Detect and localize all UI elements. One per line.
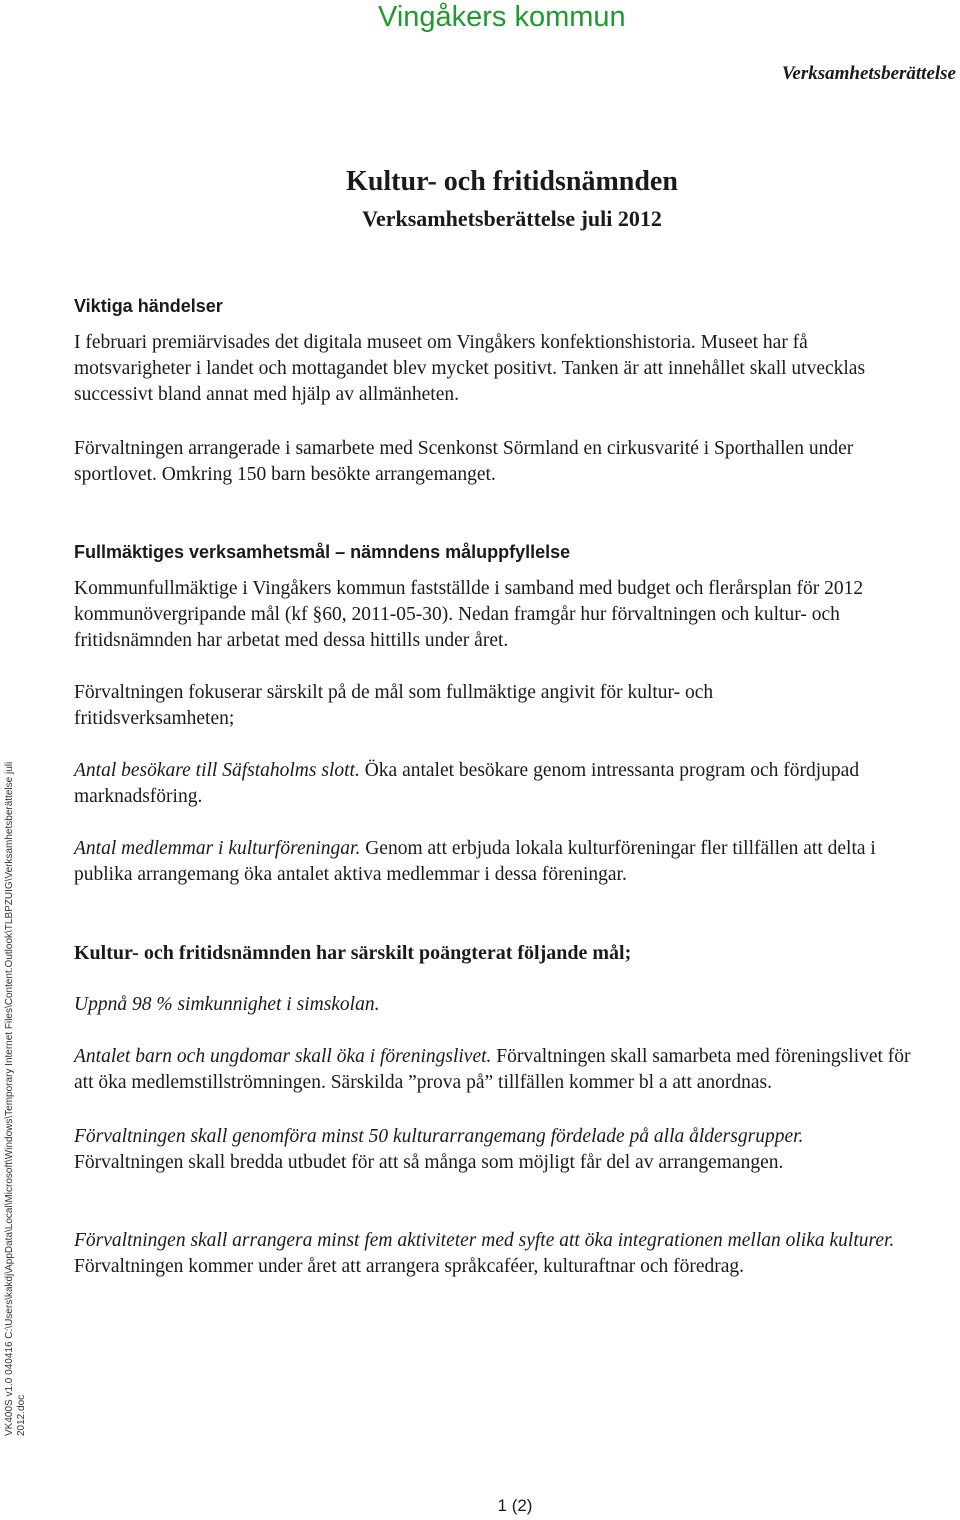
- goal-foreningsliv: [74, 1044, 934, 1096]
- goal-medlemmar-text: Genom att erbjuda lokala kulturföreningar fler tillfällen att delta i publika arrangemang öka antalet aktiva medlemmar i dessa föreningar.: [74, 838, 876, 885]
- goal-simkunnighet-title: Uppnå 98 % simkunnighet i simskolan.: [74, 994, 380, 1015]
- goal-kulturarrangemang-text: Förvaltningen skall bredda utbudet för att så många som möjligt får del av arrangemangen.: [74, 1152, 784, 1173]
- paragraph-fokus: Förvaltningen fokuserar särskilt på de mål som fullmäktige angivit för kultur- och fritidsverksamheten;: [74, 682, 714, 729]
- section-heading-fullmaktige: Fullmäktiges verksamhetsmål – nämndens måluppfyllelse: [74, 542, 571, 562]
- organization-name: Vingåkers kommun: [378, 1, 626, 33]
- section-heading-viktiga: Viktiga händelser: [74, 296, 223, 316]
- goal-integration: [74, 1228, 904, 1280]
- page-number: 1 (2): [497, 1496, 533, 1515]
- goal-medlemmar-title: Antal medlemmar i kulturföreningar.: [74, 838, 361, 859]
- goal-besokare-title: Antal besökare till Säfstaholms slott.: [74, 760, 360, 781]
- goal-foreningsliv-title: Antalet barn och ungdomar skall öka i föreningslivet.: [74, 1046, 492, 1067]
- goal-kulturarrangemang: [74, 1124, 894, 1176]
- goal-besokare-text: Öka antalet besökare genom intressanta program och fördjupad marknadsföring.: [74, 760, 860, 807]
- goal-integration-title: Förvaltningen skall arrangera minst fem aktiviteter med syfte att öka integrationen mellan olika kulturer.: [74, 1230, 895, 1251]
- goal-integration-text: Förvaltningen kommer under året att arrangera språkcaféer, kulturaftnar och föredrag.: [74, 1256, 745, 1277]
- paragraph-kommunfullmaktige: Kommunfullmäktige i Vingåkers kommun fastställde i samband med budget och flerårsplan för 2012 kommunövergripande mål (kf §60, 2011-05-30). Nedan framgår hur förvaltningen och kultur- och fritidsnämnden har arbetat med dessa hittills under året.: [74, 578, 864, 651]
- goal-besokare: [74, 758, 934, 810]
- goal-foreningsliv-text: Förvaltningen skall samarbeta med föreningslivet för att öka medlemstillströmningen. Särskilda ”prova på” tillfällen kommer bl a att anordnas.: [74, 1046, 911, 1093]
- goal-kulturarrangemang-title: Förvaltningen skall genomföra minst 50 kulturarrangemang fördelade på alla åldersgrupper.: [74, 1126, 804, 1147]
- paragraph-museum: I februari premiärvisades det digitala museet om Vingåkers konfektionshistoria. Museet har få motsvarigheter i landet och mottagandet blev mycket positivt. Tanken är att innehållet skall utvecklas successivt bland annat med hjälp av allmänheten.: [74, 332, 866, 405]
- document-path-footer: VK400S v1.0 040416 C:\Users\kakdj\AppData\Local\Microsoft\Windows\Temporary Internet Files\Content.Outlook\TLBPZUIG\Verksamhetsberättelse juli 2012.doc: [4, 761, 27, 1436]
- goal-medlemmar: [74, 836, 934, 888]
- goal-simkunnighet: [74, 992, 934, 1018]
- section-heading-namnd: Kultur- och fritidsnämnden har särskilt poängterat följande mål;: [74, 942, 632, 964]
- page-subtitle: Verksamhetsberättelse juli 2012: [362, 206, 662, 231]
- page-title: Kultur- och fritidsnämnden: [346, 166, 678, 197]
- document-type: Verksamhetsberättelse: [781, 63, 956, 84]
- paragraph-cirkus: Förvaltningen arrangerade i samarbete med Scenkonst Sörmland en cirkusvarité i Sporthallen under sportlovet. Omkring 150 barn besökte arrangemanget.: [74, 438, 854, 485]
